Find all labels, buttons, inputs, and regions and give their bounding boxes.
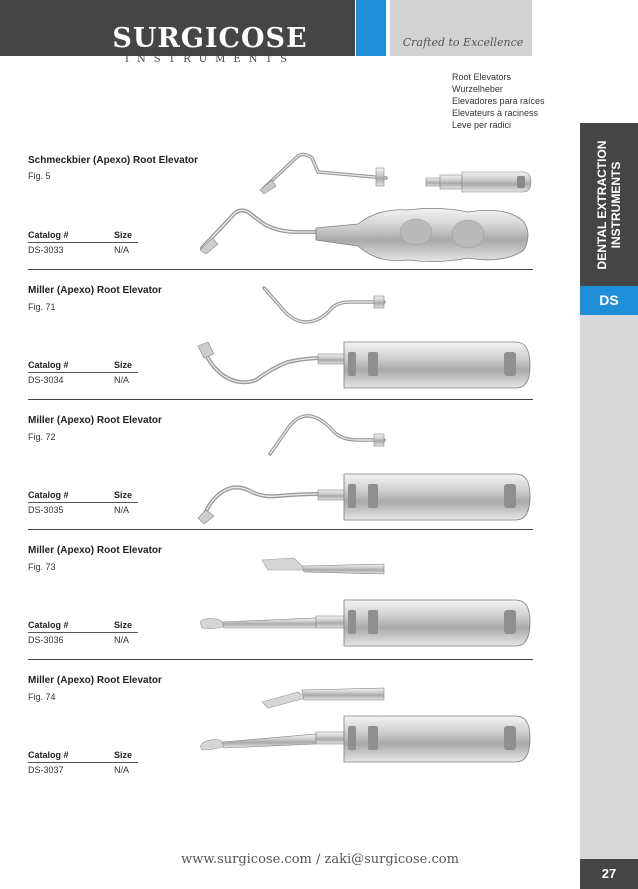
size-label: Size [114, 620, 133, 630]
brand-subtitle: INSTRUMENTS [125, 54, 295, 65]
brand-tagline: Crafted to Excellence [402, 36, 524, 49]
catalog-header [28, 230, 138, 243]
product-section [0, 540, 580, 662]
section-divider [28, 269, 533, 270]
translation-line: Elevadores para raíces [452, 96, 545, 106]
catalog-number: DS-3033 [28, 245, 64, 255]
instrument-tip-image [258, 150, 388, 195]
product-title: Miller (Apexo) Root Elevator [28, 415, 162, 426]
instrument-image [196, 596, 534, 654]
product-title: Schmeckbier (Apexo) Root Elevator [28, 155, 199, 166]
size-value: N/A [114, 635, 130, 645]
section-title-line1: DENTAL EXTRACTION [595, 140, 609, 270]
product-section [0, 150, 580, 272]
brand-name: SURGICOSE [112, 23, 308, 54]
figure-label: Fig. 73 [28, 562, 56, 572]
size-value: N/A [114, 245, 130, 255]
product-title: Miller (Apexo) Root Elevator [28, 285, 162, 296]
size-value: N/A [114, 765, 130, 775]
brand-logo [100, 24, 320, 66]
figure-label: Fig. 71 [28, 302, 56, 312]
product-section [0, 670, 580, 800]
size-value: N/A [114, 505, 130, 515]
figure-label: Fig. 72 [28, 432, 56, 442]
catalog-label: Catalog # [28, 750, 69, 760]
product-title: Miller (Apexo) Root Elevator [28, 545, 162, 556]
instrument-tip-image [258, 282, 388, 330]
catalog-number: DS-3034 [28, 375, 64, 385]
catalog-number: DS-3036 [28, 635, 64, 645]
header-blue-band [356, 0, 386, 56]
catalog-label: Catalog # [28, 360, 69, 370]
instrument-handle-detail-image [425, 170, 533, 196]
instrument-image [196, 710, 534, 770]
side-tab-dark [580, 123, 638, 286]
section-title [595, 130, 623, 280]
translation-line: Wurzelheber [452, 84, 503, 94]
section-divider [28, 399, 533, 400]
instrument-tip-image [258, 678, 388, 712]
section-divider [28, 529, 533, 530]
size-value: N/A [114, 375, 130, 385]
catalog-label: Catalog # [28, 230, 69, 240]
catalog-header [28, 360, 138, 373]
catalog-number: DS-3035 [28, 505, 64, 515]
instrument-image [196, 338, 534, 400]
catalog-header [28, 620, 138, 633]
instrument-image [196, 472, 534, 528]
instrument-tip-image [258, 552, 388, 582]
product-section [0, 280, 580, 402]
catalog-header [28, 490, 138, 503]
catalog-values [28, 505, 129, 515]
size-label: Size [114, 490, 133, 500]
size-label: Size [114, 360, 133, 370]
figure-label: Fig. 74 [28, 692, 56, 702]
page-header [0, 0, 532, 65]
section-side-tab [580, 123, 638, 889]
instrument-image [198, 202, 533, 270]
section-divider [28, 659, 533, 660]
catalog-label: Catalog # [28, 490, 69, 500]
size-label: Size [114, 230, 133, 240]
page-number: 27 [580, 859, 638, 889]
section-title-line2: INSTRUMENTS [609, 161, 623, 249]
instrument-tip-image [262, 410, 388, 460]
product-section [0, 410, 580, 532]
figure-label: Fig. 5 [28, 171, 51, 181]
footer-contact: www.surgicose.com / zaki@surgicose.com [181, 852, 459, 867]
section-code-badge: DS [580, 286, 638, 315]
catalog-values [28, 635, 129, 645]
translation-line: Leve per radici [452, 120, 512, 130]
translation-line: Elevateurs à raciness [452, 108, 539, 118]
catalog-values [28, 375, 129, 385]
product-title: Miller (Apexo) Root Elevator [28, 675, 162, 686]
translation-line: Root Elevators [452, 72, 512, 82]
catalog-label: Catalog # [28, 620, 69, 630]
size-label: Size [114, 750, 133, 760]
catalog-values [28, 765, 129, 775]
catalog-number: DS-3037 [28, 765, 64, 775]
catalog-header [28, 750, 138, 763]
catalog-values [28, 245, 129, 255]
category-translations [452, 71, 572, 131]
